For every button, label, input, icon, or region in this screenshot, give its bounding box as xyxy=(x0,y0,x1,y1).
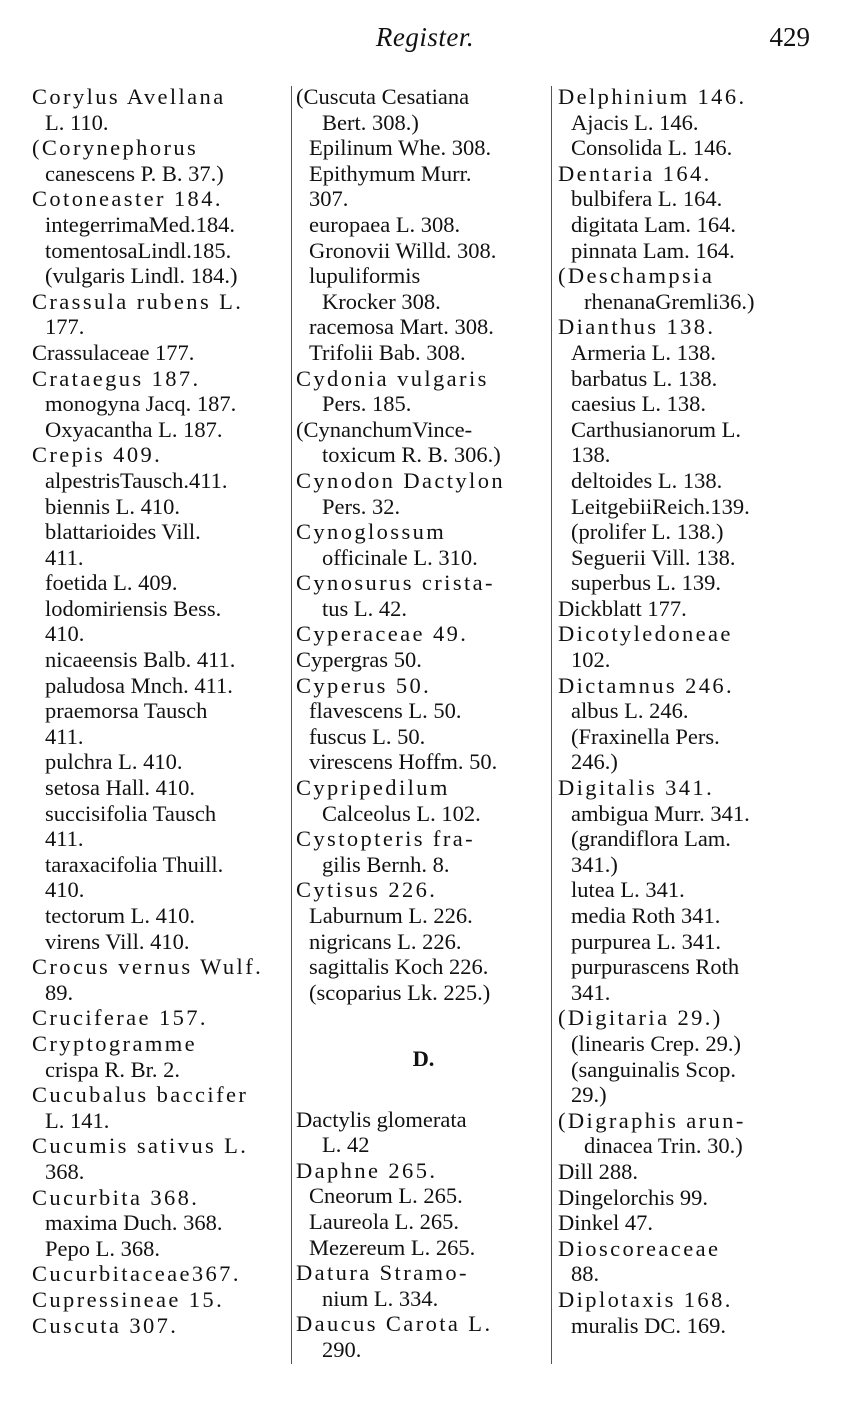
index-entry: Diplotaxis 168. xyxy=(558,1286,733,1312)
index-subentry: purpurea L. 341. xyxy=(571,928,721,954)
index-subentry: tomentosaLindl.185. xyxy=(45,237,232,263)
index-subentry: 307. xyxy=(309,186,349,212)
index-entry: Dentaria 164. xyxy=(558,160,712,186)
index-entry: Cucurbita 368. xyxy=(32,1184,200,1210)
index-entry: (Corynephorus xyxy=(32,135,199,161)
index-subentry: pinnata Lam. 164. xyxy=(571,237,735,263)
index-subentry: Laburnum L. 226. xyxy=(309,903,473,928)
index-entry: Dactylis glomerata xyxy=(296,1106,467,1132)
index-entry: Cypripedilum xyxy=(296,775,450,801)
index-subentry: sagittalis Koch 226. xyxy=(309,954,489,980)
index-subentry: Epilinum Whe. 308. xyxy=(309,135,492,161)
index-entry: Digitalis 341. xyxy=(558,775,715,801)
index-entry: Cucumis sativus L. xyxy=(32,1133,249,1159)
index-entry: Cyperus 50. xyxy=(296,672,432,698)
index-entry: Crataegus 187. xyxy=(32,365,201,391)
index-entry: (Cuscuta Cesatiana xyxy=(296,84,470,109)
index-subentry: LeitgebiiReich.139. xyxy=(571,493,750,519)
index-entry: Dictamnus 246. xyxy=(558,672,735,698)
index-entry: Cynosurus crista- xyxy=(296,570,495,596)
index-entry: (Digraphis arun- xyxy=(558,1107,746,1133)
index-subentry: pulchra L. 410. xyxy=(45,749,183,775)
index-subentry: 246.) xyxy=(571,749,618,775)
index-entry: Dingelorchis 99. xyxy=(558,1184,708,1210)
index-subentry: Oxyacantha L. 187. xyxy=(45,416,223,442)
page-title: Register. xyxy=(375,22,475,52)
column-divider xyxy=(291,86,292,1364)
index-subentry: crispa R. Br. 2. xyxy=(45,1056,180,1082)
index-subentry: bulbifera L. 164. xyxy=(571,186,723,212)
index-subentry: racemosa Mart. 308. xyxy=(309,314,494,340)
index-entry xyxy=(296,1005,551,1031)
index-subentry: 411. xyxy=(45,826,84,852)
index-subentry: lutea L. 341. xyxy=(571,877,685,903)
index-subentry: alpestrisTausch.411. xyxy=(45,467,228,493)
index-subentry: blattarioides Vill. xyxy=(45,519,201,545)
index-subentry: Mezereum L. 265. xyxy=(309,1234,476,1260)
index-subentry: canescens P. B. 37.) xyxy=(45,160,224,186)
index-subentry: 29.) xyxy=(571,1082,607,1108)
index-subentry: purpurascens Roth xyxy=(571,954,740,980)
index-subentry: Armeria L. 138. xyxy=(571,339,716,365)
index-subentry: (vulgaris Lindl. 184.) xyxy=(45,263,238,289)
index-subentry: gilis Bernh. 8. xyxy=(322,851,450,877)
index-subentry: Carthusianorum L. xyxy=(571,416,741,442)
index-subentry: tus L. 42. xyxy=(322,595,408,621)
index-entry: Dioscoreaceae xyxy=(558,1235,721,1261)
index-entry: Cupressineae 15. xyxy=(32,1286,225,1312)
index-subentry: lodomiriensis Bess. xyxy=(45,595,222,621)
index-column-1 xyxy=(32,84,290,1338)
index-entry: Cruciferae 157. xyxy=(32,1005,208,1031)
index-subentry: (sanguinalis Scop. xyxy=(571,1056,736,1082)
index-subentry: (grandiflora Lam. xyxy=(571,826,731,852)
index-subentry: superbus L. 139. xyxy=(571,570,721,596)
index-subentry: flavescens L. 50. xyxy=(309,698,462,724)
index-subentry: 411. xyxy=(45,544,84,570)
index-entry: (Deschampsia xyxy=(558,263,715,289)
index-subentry: caesius L. 138. xyxy=(571,391,706,417)
index-subentry: 177. xyxy=(45,314,85,340)
index-subentry: praemorsa Tausch xyxy=(45,698,208,724)
index-subentry: Krocker 308. xyxy=(322,288,441,314)
index-subentry: rhenanaGremli36.) xyxy=(584,288,755,314)
column-divider xyxy=(551,86,552,1364)
index-entry: Crocus vernus Wulf. xyxy=(32,954,264,980)
index-subentry: Gronovii Willd. 308. xyxy=(309,237,497,263)
index-subentry: (prolifer L. 138.) xyxy=(571,519,724,545)
index-subentry: Trifolii Bab. 308. xyxy=(309,339,466,365)
index-subentry: 410. xyxy=(45,621,85,647)
index-subentry: setosa Hall. 410. xyxy=(45,775,195,801)
index-entry: Crepis 409. xyxy=(32,442,163,468)
index-subentry: nicaeensis Balb. 411. xyxy=(45,647,236,673)
index-entry: (CynanchumVince- xyxy=(296,416,473,442)
index-entry: Cucurbitaceae367. xyxy=(32,1261,241,1287)
index-subentry: taraxacifolia Thuill. xyxy=(45,851,224,877)
index-entry: (Digitaria 29.) xyxy=(558,1005,723,1031)
index-entry: Daphne 265. xyxy=(296,1157,438,1183)
index-subentry: 410. xyxy=(45,877,85,903)
index-subentry: deltoides L. 138. xyxy=(571,467,723,493)
index-subentry: barbatus L. 138. xyxy=(571,365,718,391)
index-subentry: integerrimaMed.184. xyxy=(45,211,235,237)
index-subentry: 368. xyxy=(45,1158,85,1184)
index-subentry: europaea L. 308. xyxy=(309,211,461,237)
index-subentry: Pers. 185. xyxy=(322,391,412,417)
index-subentry: Epithymum Murr. xyxy=(309,160,472,186)
index-entry: Dickblatt 177. xyxy=(558,595,687,621)
index-entry: Cynoglossum xyxy=(296,519,447,545)
index-subentry: virescens Hoffm. 50. xyxy=(309,749,498,775)
index-entry: Cypergras 50. xyxy=(296,647,422,673)
section-heading: D. xyxy=(412,1045,435,1071)
index-subentry: Consolida L. 146. xyxy=(571,135,733,161)
index-subentry: L. 42 xyxy=(322,1132,370,1158)
index-subentry: ambigua Murr. 341. xyxy=(571,800,750,826)
index-subentry: toxicum R. B. 306.) xyxy=(322,442,501,468)
index-entry: Datura Stramo- xyxy=(296,1260,469,1286)
index-subentry: 341.) xyxy=(571,851,618,877)
index-subentry: Cneorum L. 265. xyxy=(309,1183,463,1209)
index-entry: Cryptogramme xyxy=(32,1030,198,1056)
index-subentry: 88. xyxy=(571,1261,600,1287)
index-subentry: Pepo L. 368. xyxy=(45,1235,160,1261)
index-subentry: L. 141. xyxy=(45,1107,110,1133)
index-subentry: Calceolus L. 102. xyxy=(322,800,481,826)
index-subentry: foetida L. 409. xyxy=(45,570,178,596)
index-subentry: officinale L. 310. xyxy=(322,544,478,570)
index-entry: Cystopteris fra- xyxy=(296,826,475,852)
index-entry: Corylus Avellana xyxy=(32,84,226,109)
index-entry: Cotoneaster 184. xyxy=(32,186,223,212)
index-subentry: nigricans L. 226. xyxy=(309,928,462,954)
index-subentry: paludosa Mnch. 411. xyxy=(45,672,233,698)
index-entry: Dinkel 47. xyxy=(558,1210,653,1236)
index-subentry: lupuliformis xyxy=(309,263,421,289)
index-entry: Cyperaceae 49. xyxy=(296,621,469,647)
index-subentry: 411. xyxy=(45,723,84,749)
page-number: 429 xyxy=(769,22,810,52)
index-subentry: monogyna Jacq. 187. xyxy=(45,391,237,417)
index-subentry: nium L. 334. xyxy=(322,1285,439,1311)
index-entry: Dianthus 138. xyxy=(558,314,716,340)
index-subentry: 341. xyxy=(571,979,611,1005)
index-entry: Delphinium 146. xyxy=(558,84,747,109)
index-subentry: virens Vill. 410. xyxy=(45,928,190,954)
index-entry: Dill 288. xyxy=(558,1158,639,1184)
index-subentry: media Roth 341. xyxy=(571,903,721,928)
index-entry: Cucubalus baccifer xyxy=(32,1082,249,1108)
index-subentry: digitata Lam. 164. xyxy=(571,211,736,237)
index-subentry: albus L. 246. xyxy=(571,698,689,724)
index-subentry: 290. xyxy=(322,1336,362,1362)
index-subentry: (linearis Crep. 29.) xyxy=(571,1030,741,1056)
index-subentry: biennis L. 410. xyxy=(45,493,180,519)
index-subentry: fuscus L. 50. xyxy=(309,723,426,749)
index-subentry: Ajacis L. 146. xyxy=(571,109,699,135)
index-subentry: L. 110. xyxy=(45,109,109,135)
index-subentry: maxima Duch. 368. xyxy=(45,1210,223,1236)
index-subentry: (Fraxinella Pers. xyxy=(571,723,720,749)
index-entry: Crassulaceae 177. xyxy=(32,339,195,365)
index-subentry: Bert. 308.) xyxy=(322,109,419,135)
index-entry xyxy=(296,1081,551,1107)
index-subentry: (scoparius Lk. 225.) xyxy=(309,979,491,1005)
index-entry: Crassula rubens L. xyxy=(32,288,244,314)
index-column-3 xyxy=(558,84,816,1338)
index-subentry: Pers. 32. xyxy=(322,493,401,519)
index-entry: Cynodon Dactylon xyxy=(296,467,506,493)
index-subentry: 102. xyxy=(571,647,611,673)
index-entry: Cytisus 226. xyxy=(296,877,438,903)
index-subentry: 138. xyxy=(571,442,611,468)
index-subentry: tectorum L. 410. xyxy=(45,903,195,928)
index-subentry: 89. xyxy=(45,979,74,1005)
index-subentry: dinacea Trin. 30.) xyxy=(584,1133,743,1159)
index-column-2 xyxy=(296,84,551,1363)
index-subentry: Laureola L. 265. xyxy=(309,1208,459,1234)
index-entry: Dicotyledoneae xyxy=(558,621,733,647)
index-subentry: muralis DC. 169. xyxy=(571,1312,726,1338)
index-entry: Cydonia vulgaris xyxy=(296,365,489,391)
index-subentry: succisifolia Tausch xyxy=(45,800,217,826)
index-entry: Daucus Carota L. xyxy=(296,1311,493,1337)
index-subentry: Seguerii Vill. 138. xyxy=(571,544,736,570)
index-entry: Cuscuta 307. xyxy=(32,1312,179,1338)
